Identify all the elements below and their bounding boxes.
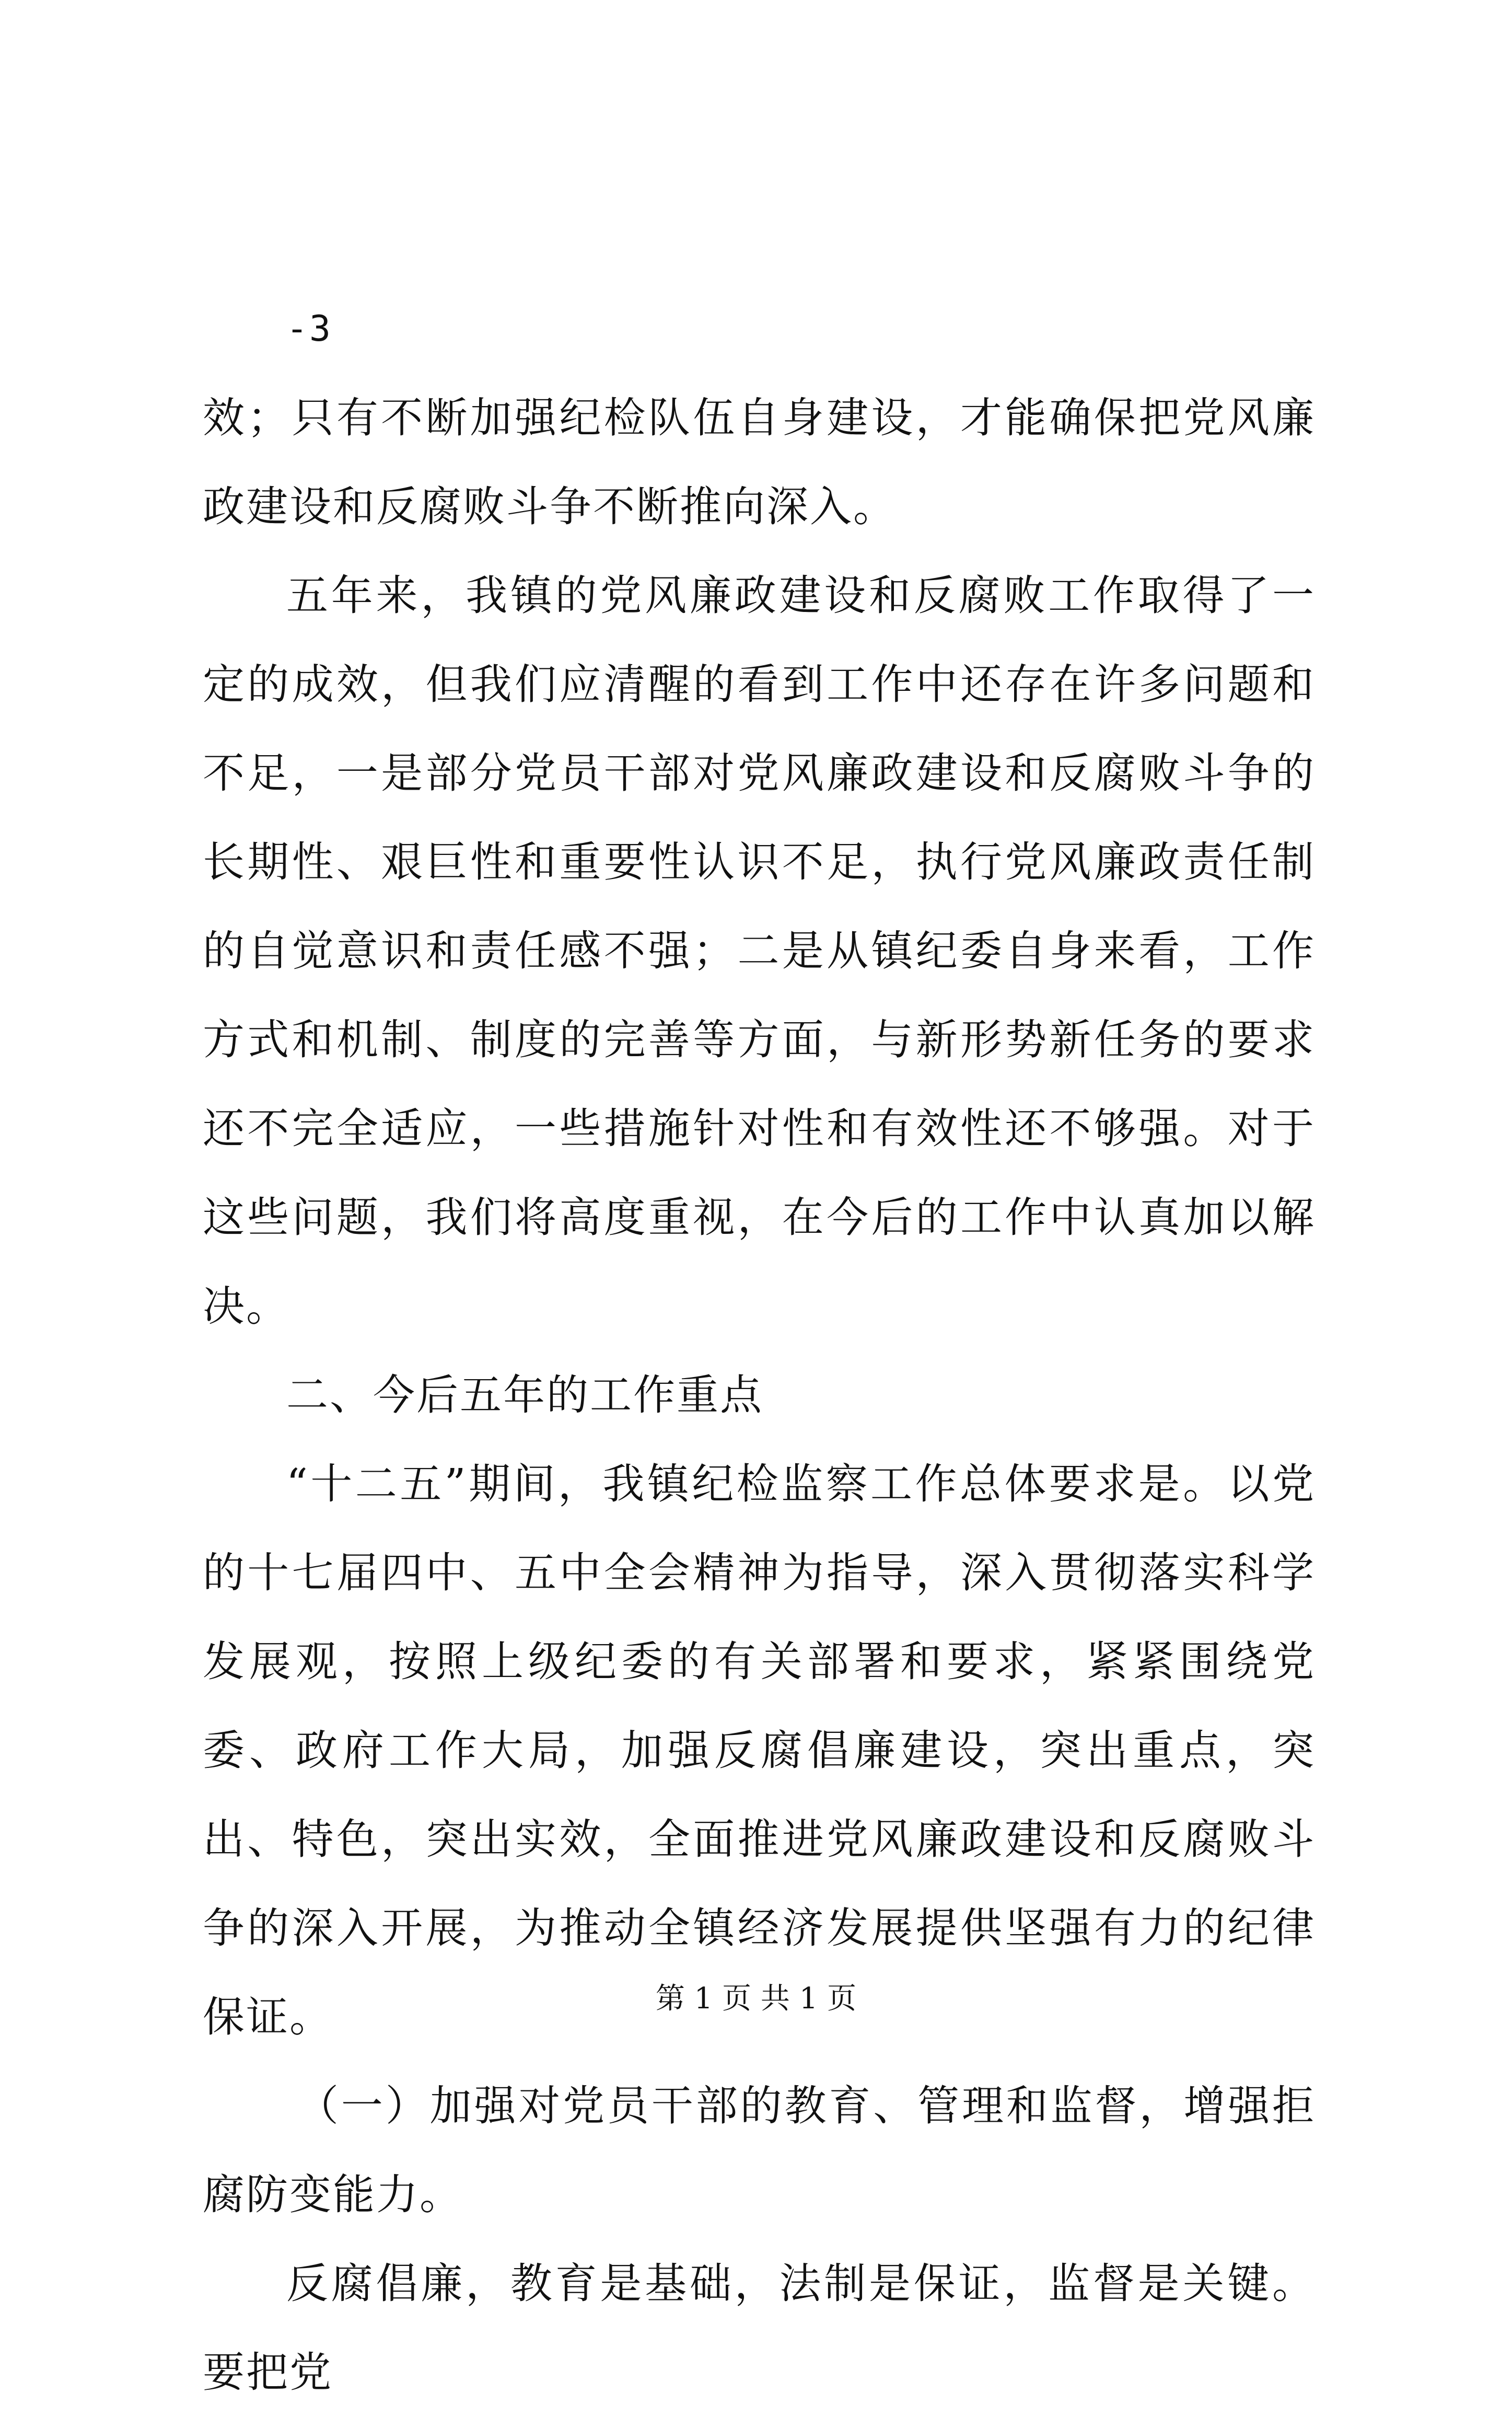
sub-heading: （一）加强对党员干部的教育、管理和监督，增强拒腐防变能力。: [203, 2081, 1316, 2219]
document-body: [203, 285, 1316, 2417]
paragraph-last: 反腐倡廉，教育是基础，法制是保证，监督是关键。要把党: [203, 2259, 1316, 2397]
page-marker: -3: [286, 308, 332, 350]
section-heading: 二、今后五年的工作重点: [286, 1371, 763, 1419]
page-footer: 第 1 页 共 1 页: [655, 1982, 857, 2016]
paragraph-continuation: 效；只有不断加强纪检队伍自身建设，才能确保把党风廉政建设和反腐败斗争不断推向深入。: [203, 394, 1316, 531]
paragraph-overall-requirements: “十二五”期间，我镇纪检监察工作总体要求是。以党的十七届四中、五中全会精神为指导，深入贯彻落实科学发展观，按照上级纪委的有关部署和要求，紧紧围绕党委、政府工作大局，加强反腐倡廉建设，突出重点，突出、特色，突出实效，全面推进党风廉政建设和反腐败斗争的深入开展，为推动全镇经济发展提供坚强有力的纪律保证。: [203, 1460, 1316, 2041]
paragraph-review: 五年来，我镇的党风廉政建设和反腐败工作取得了一定的成效，但我们应清醒的看到工作中还存在许多问题和不足，一是部分党员干部对党风廉政建设和反腐败斗争的长期性、艰巨性和重要性认识不足，执行党风廉政责任制的自觉意识和责任感不强；二是从镇纪委自身来看，工作方式和机制、制度的完善等方面，与新形势新任务的要求还不完全适应，一些措施针对性和有效性还不够强。对于这些问题，我们将高度重视，在今后的工作中认真加以解决。: [203, 571, 1316, 1331]
